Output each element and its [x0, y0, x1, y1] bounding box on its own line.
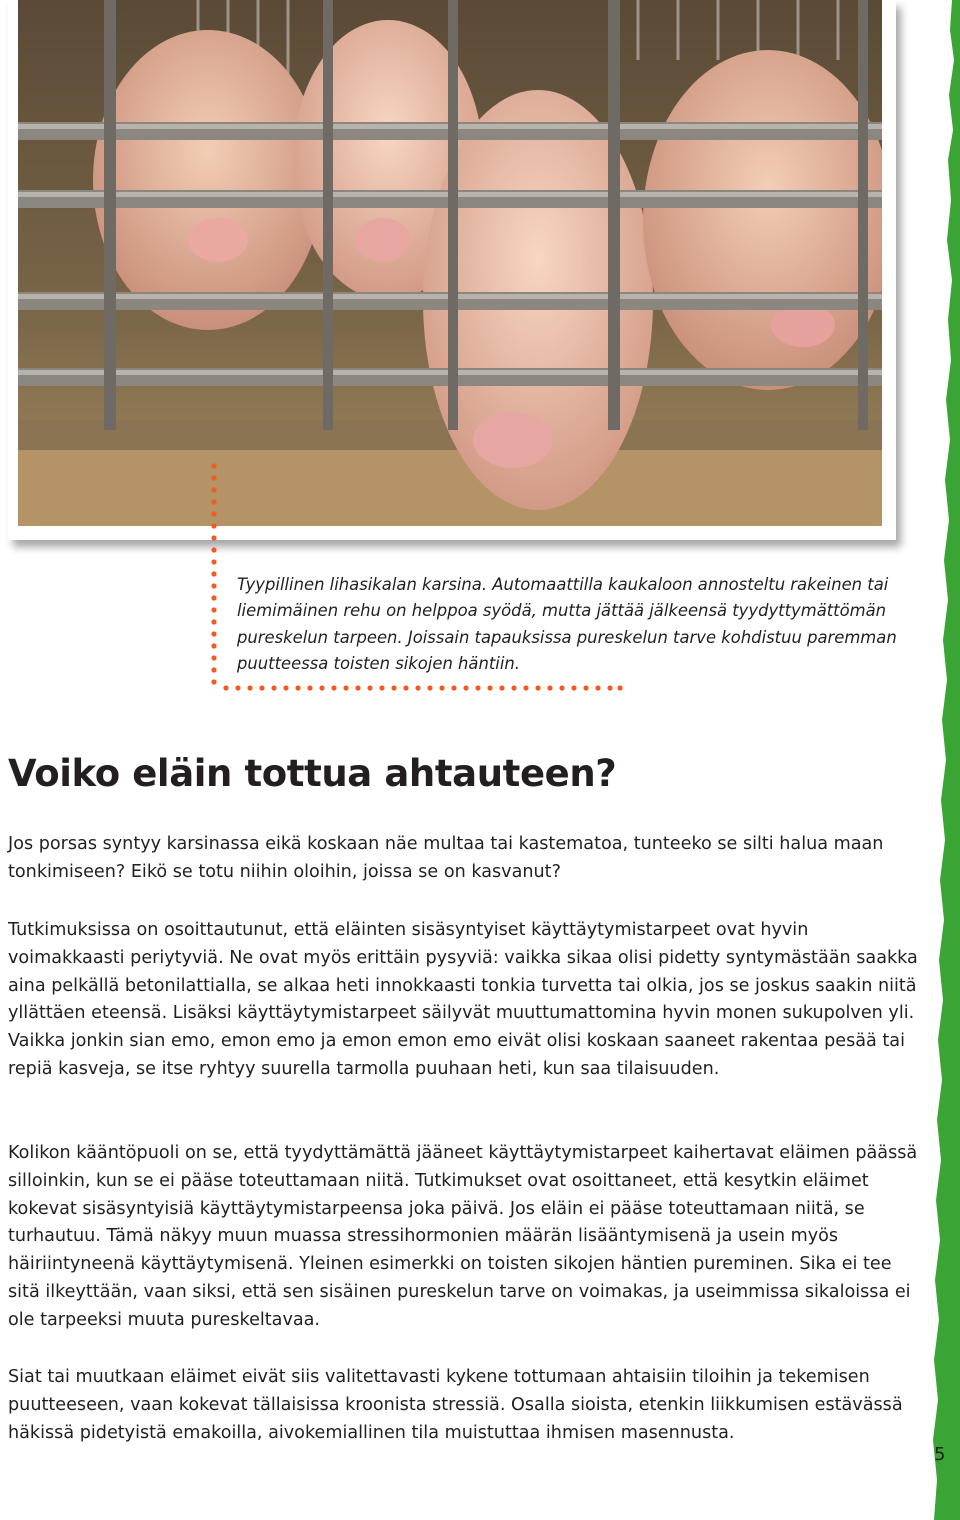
- paragraph-frustration: Kolikon kääntöpuoli on se, että tyydyttämättä jääneet käyttäytymistarpeet kaihertavat eläimen päässä silloinkin, kun se ei pääse toteuttamaan niitä. Tutkimukset ovat osoittaneet, että kesytkin eläimet kokevat sisäsyntyisiä käyttäytymistarpeensa joka päivä. Jos eläin ei pääse toteuttamaan niitä, se turhautuu. Tämä näkyy muun muassa stressihormonien määrän lisääntymisenä ja usein myös häiriintyneenä käyttäytymisenä. Yleinen esimerkki on toisten sikojen häntien pureminen. Sika ei tee sitä ilkeyttään, vaan siksi, että sen sisäinen pureskelun tarve on voimakas, ja useimmissa sikaloissa ei ole tarpeeksi muuta pureskeltavaa.: [8, 1143, 918, 1330]
- photo-frame: [8, 0, 896, 540]
- green-edge-decoration: [930, 0, 960, 1520]
- paragraph-research: Tutkimuksissa on osoittautunut, että eläinten sisäsyntyiset käyttäytymistarpeet ovat hyvin voimakkaasti periytyviä. Ne ovat myös erittäin pysyviä: vaikka sikaa olisi pidetty syntymästään saakka aina pelkällä betonilattialla, se alkaa heti innokkaasti tonkia turvetta tai olkia, jos se joskus saakin niitä yllättäen eteensä. Lisäksi käyttäytymistarpeet säilyvät muuttumattomina hyvin monen sukupolven yli. Vaikka jonkin sian emo, emon emo ja emon emon emo eivät olisi koskaan saaneet rakentaa pesää tai repiä kasveja, se itse ryhtyy suurella tarmolla puuhaan heti, kun saa tilaisuuden.: [8, 920, 918, 1079]
- paragraph-intro: Jos porsas syntyy karsinassa eikä koskaan näe multaa tai kastematoa, tunteeko se silti halua maan tonkimiseen? Eikö se totu niihin oloihin, joissa se on kasvanut?: [8, 834, 884, 882]
- page-number: 5: [934, 1444, 946, 1465]
- photo-caption: Tyypillinen lihasikalan karsina. Automaattilla kaukaloon annosteltu rakeinen tai liemimäinen rehu on helppoa syödä, mutta jättää jälkeensä tyydyttymättömän pureskelun tarpeen. Joissain tapauksissa pureskelun tarve kohdistuu paremman puutteessa toisten sikojen häntiin.: [237, 575, 897, 674]
- pigs-photo: [18, 0, 882, 526]
- paragraph-conclusion: Siat tai muutkaan eläimet eivät siis valitettavasti kykene tottumaan ahtaisiin tiloihin ja tekemisen puutteeseen, vaan kokevat tällaisissa kroonista stressiä. Osalla sioista, etenkin liikkumisen estävässä häkissä pidetyistä emakoilla, aivokemiallinen tila muistuttaa ihmisen masennusta.: [8, 1367, 903, 1443]
- section-heading: Voiko eläin tottua ahtauteen?: [8, 752, 617, 795]
